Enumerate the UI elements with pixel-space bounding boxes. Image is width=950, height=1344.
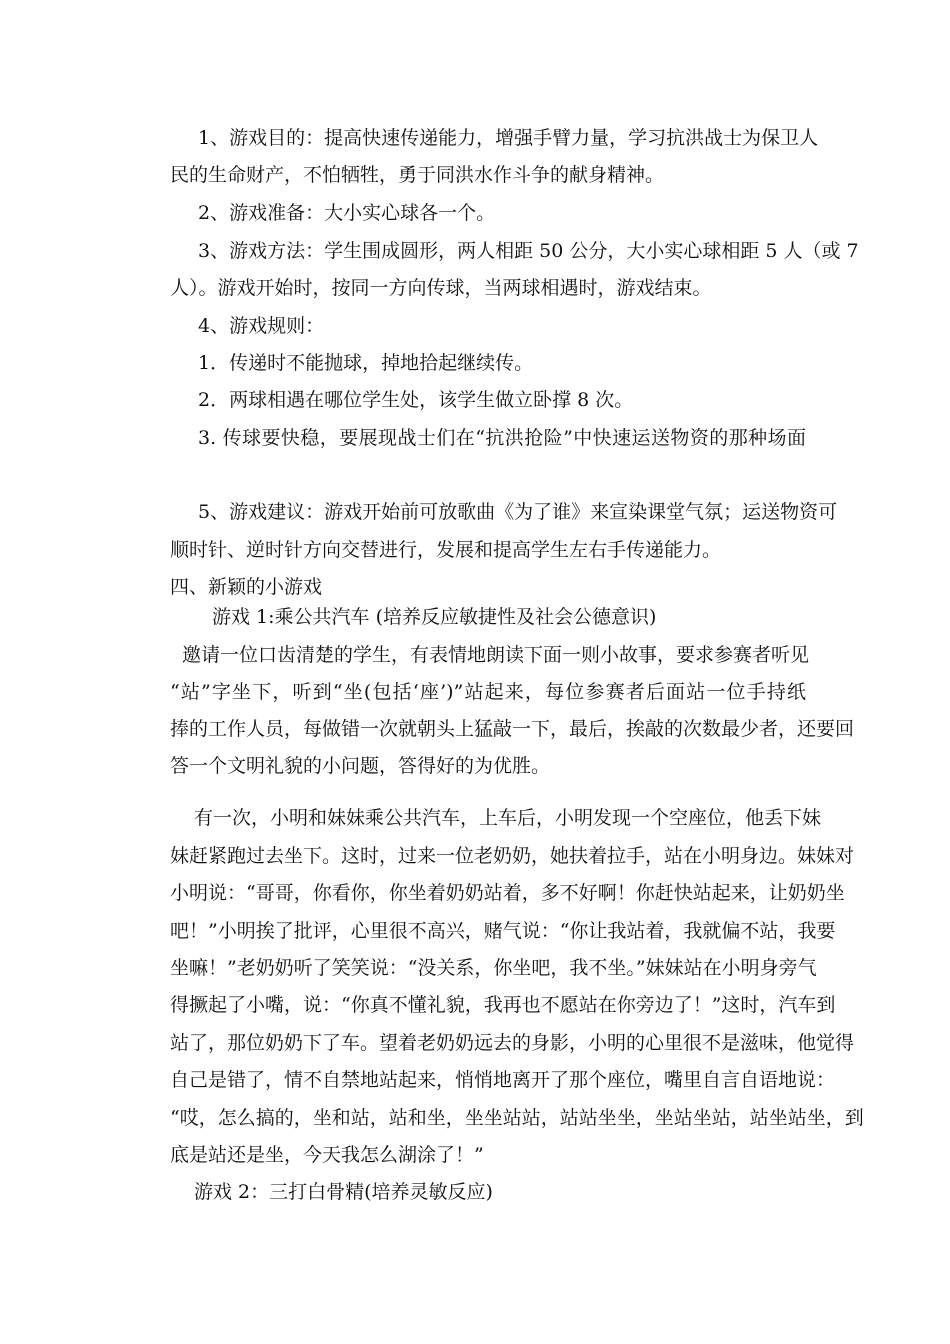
story-line: 站了，那位奶奶下了车。望着老奶奶远去的身影，小明的心里很不是滋味，他觉得 — [170, 1032, 855, 1054]
game-title: 游戏 2：三打白骨精(培养灵敏反应) — [194, 1181, 493, 1203]
story-line: 自己是错了，情不自禁地站起来，悄悄地离开了那个座位，嘴里自言自语地说： — [170, 1069, 836, 1091]
text-line: 3、游戏方法：学生围成圆形，两人相距 50 公分，大小实心球相距 5 人（或 7 — [198, 240, 859, 262]
text-line: 1．传递时不能抛球，掉地拾起继续传。 — [198, 352, 534, 374]
story-line: 妹赶紧跑过去坐下。这时，过来一位老奶奶，她扶着拉手，站在小明身边。妹妹对 — [170, 845, 855, 867]
story-line: 有一次，小明和妹妹乘公共汽车，上车后，小明发现一个空座位，他丢下妹 — [194, 807, 822, 829]
story-line: 吧！”小明挨了批评，心里很不高兴，赌气说：“你让我站着，我就偏不站，我要 — [170, 920, 836, 942]
story-line: “哎，怎么搞的，坐和站，站和坐，坐坐站站，站站坐坐，坐站坐站，站坐站坐，到 — [170, 1107, 864, 1129]
text-line: 1、游戏目的：提高快速传递能力，增强手臂力量，学习抗洪战士为保卫人 — [198, 127, 819, 149]
text-line: 顺时针、逆时针方向交替进行，发展和提高学生左右手传递能力。 — [170, 539, 722, 561]
text-line: 民的生命财产，不怕牺牲，勇于同洪水作斗争的献身精神。 — [170, 164, 665, 186]
text-line: “站”字坐下，听到“坐(包括‘座’)”站起来，每位参赛者后面站一位手持纸 — [170, 681, 806, 703]
text-line: 邀请一位口齿清楚的学生，有表情地朗读下面一则小故事，要求参赛者听见 — [182, 644, 810, 666]
text-line: 5、游戏建议：游戏开始前可放歌曲《为了谁》来宣染课堂气氛；运送物资可 — [198, 501, 838, 523]
text-line: 2．两球相遇在哪位学生处，该学生做立卧撑 8 次。 — [198, 389, 634, 411]
story-line: 得撅起了小嘴，说：“你真不懂礼貌，我再也不愿站在你旁边了！”这时，汽车到 — [170, 994, 836, 1016]
game-title: 游戏 1:乘公共汽车 (培养反应敏捷性及社会公德意识) — [212, 606, 657, 628]
text-line: 捧的工作人员，每做错一次就朝头上猛敲一下，最后，挨敲的次数最少者，还要回 — [170, 718, 855, 740]
text-line: 答一个文明礼貌的小问题，答得好的为优胜。 — [170, 755, 551, 777]
section-heading: 四、新颖的小游戏 — [170, 576, 323, 598]
text-line: 4、游戏规则： — [198, 315, 325, 337]
story-line: 底是站还是坐，今天我怎么湖涂了！” — [170, 1144, 484, 1166]
text-line: 人）。游戏开始时，按同一方向传球，当两球相遇时，游戏结束。 — [170, 277, 712, 299]
text-line: 2、游戏准备：大小实心球各一个。 — [198, 202, 496, 224]
story-line: 坐嘛！”老奶奶听了笑笑说：“没关系，你坐吧，我不坐。”妹妹站在小明身旁气 — [170, 957, 817, 979]
text-line: 3. 传球要快稳，要展现战士们在“抗洪抢险”中快速运送物资的那种场面 — [198, 427, 806, 449]
story-line: 小明说：“哥哥，你看你，你坐着奶奶站着，多不好啊！你赶快站起来，让奶奶坐 — [170, 882, 845, 904]
